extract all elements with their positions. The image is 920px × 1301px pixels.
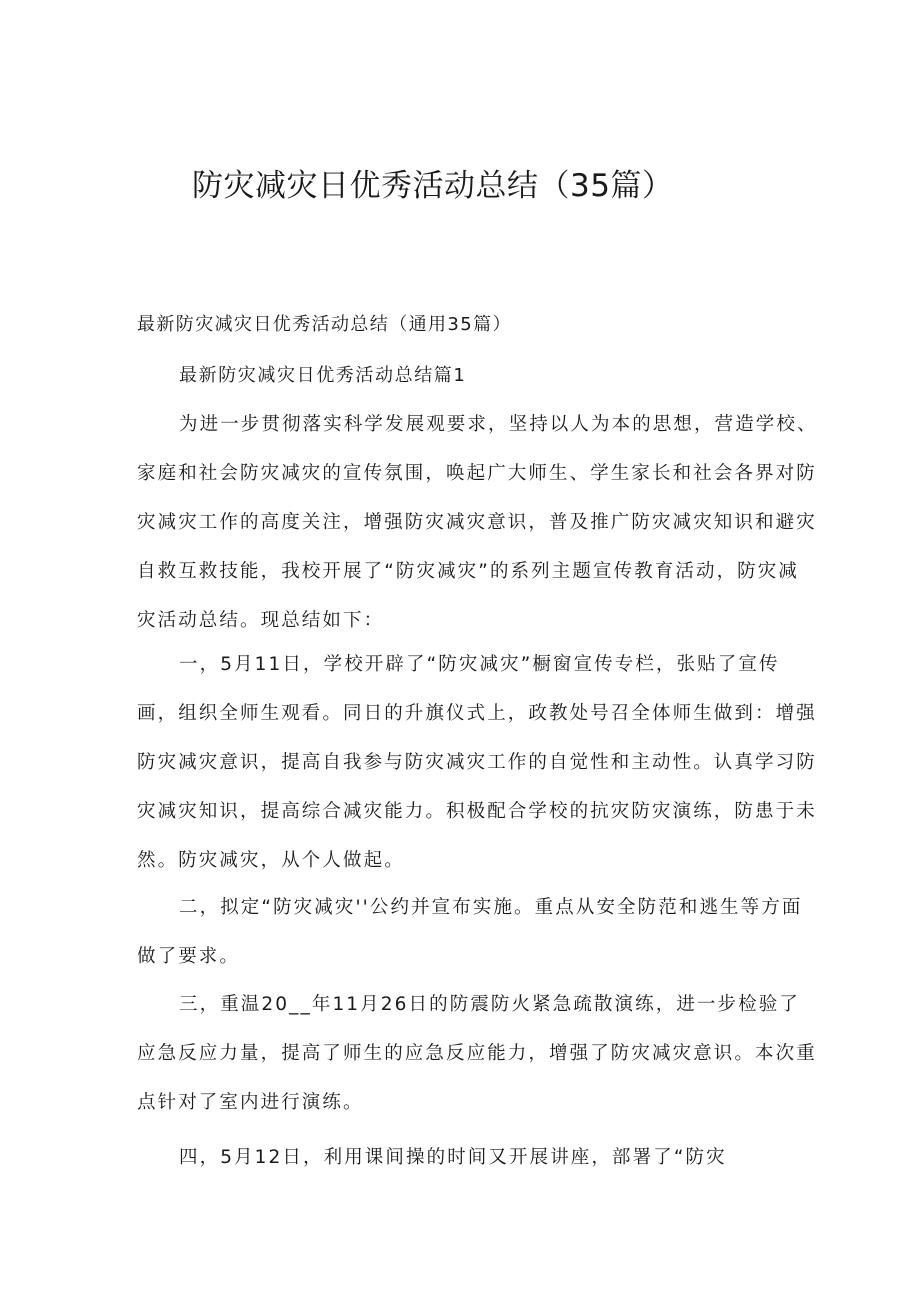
paragraph-line: 三，重温20__年11月26日的防震防火紧急疏散演练，进一步检验了 bbox=[179, 994, 800, 1015]
paragraph-line: 一，5月11日，学校开辟了“防灾减灾”橱窗宣传专栏，张贴了宣传 bbox=[179, 654, 780, 675]
paragraph-3 bbox=[137, 883, 817, 981]
paragraph-line: 自救互救技能，我校开展了“防灾减灾”的系列主题宣传教育活动，防灾减 bbox=[137, 561, 799, 582]
paragraph-1 bbox=[137, 400, 817, 645]
paragraph-line: 点针对了室内进行演练。 bbox=[137, 1092, 364, 1113]
paragraph-line: 做了要求。 bbox=[137, 946, 241, 967]
paragraph-4 bbox=[137, 980, 817, 1127]
paragraph-line: 然。防灾减灾，从个人做起。 bbox=[137, 850, 405, 871]
paragraph-line: 画，组织全师生观看。同日的升旗仪式上，政教处号召全体师生做到：增强 bbox=[137, 703, 817, 724]
paragraph-5 bbox=[137, 1133, 817, 1182]
paragraph-line: 应急反应力量，提高了师生的应急反应能力，增强了防灾减灾意识。本次重 bbox=[137, 1043, 817, 1064]
paragraph-line: 为进一步贯彻落实科学发展观要求，坚持以人为本的思想，营造学校、 bbox=[179, 414, 818, 435]
paragraph-line: 灾活动总结。现总结如下： bbox=[137, 610, 385, 631]
paragraph-line: 灾减灾工作的高度关注，增强防灾减灾意识，普及推广防灾减灾知识和避灾 bbox=[137, 512, 817, 533]
section-heading: 最新防灾减灾日优秀活动总结篇1 bbox=[179, 365, 467, 386]
paragraph-line: 四，5月12日，利用课间操的时间又开展讲座，部署了“防灾 bbox=[179, 1147, 727, 1168]
paragraph-line: 二，拟定“防灾减灾''公约并宣布实施。重点从安全防范和逃生等方面 bbox=[179, 897, 803, 918]
document-title: 防灾减灾日优秀活动总结（35篇） bbox=[192, 168, 674, 204]
paragraph-line: 防灾减灾意识，提高自我参与防灾减灾工作的自觉性和主动性。认真学习防 bbox=[137, 752, 817, 773]
paragraph-line: 灾减灾知识，提高综合减灾能力。积极配合学校的抗灾防灾演练，防患于未 bbox=[137, 801, 817, 822]
paragraph-2 bbox=[137, 640, 817, 885]
paragraph-line: 家庭和社会防灾减灾的宣传氛围，唤起广大师生、学生家长和社会各界对防 bbox=[137, 463, 817, 484]
document-subtitle: 最新防灾减灾日优秀活动总结（通用35篇） bbox=[137, 314, 512, 335]
